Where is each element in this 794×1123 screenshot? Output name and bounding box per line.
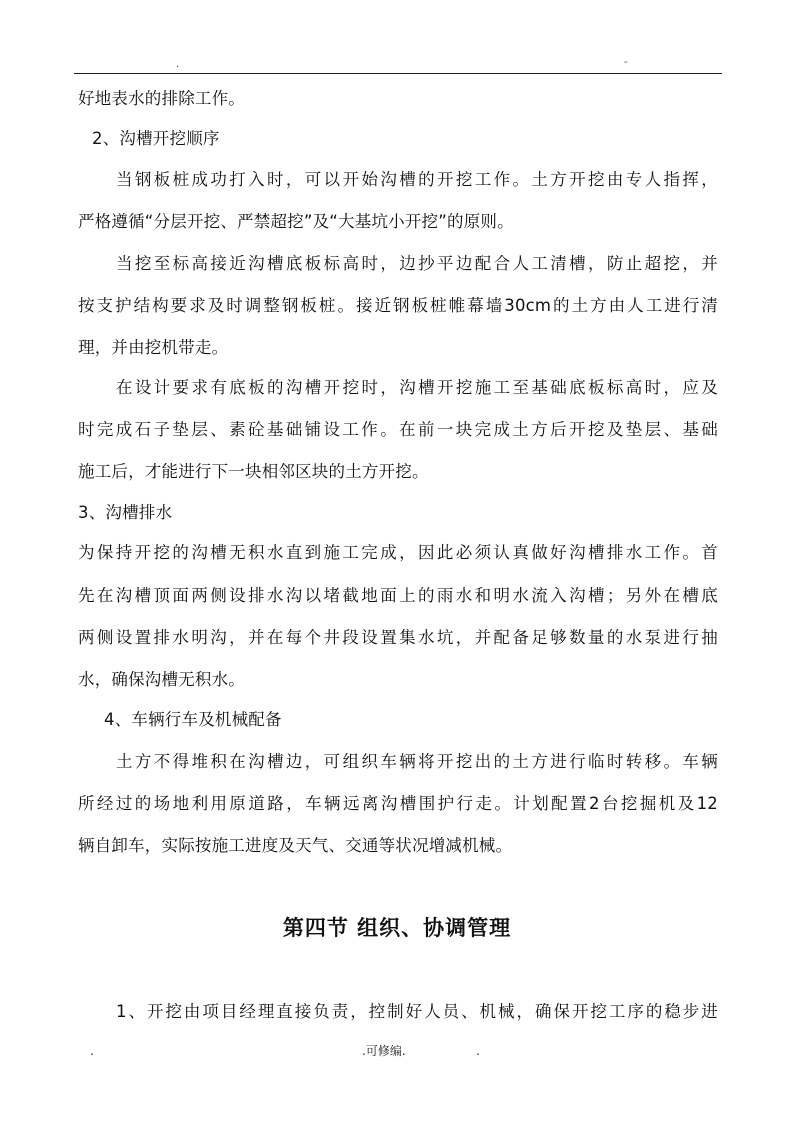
paragraph-line: 按支护结构要求及时调整钢板桩。接近钢板桩帷幕墙30cm的土方由人工进行清 <box>78 296 718 315</box>
paragraph-line: 土方不得堆积在沟槽边，可组织车辆将开挖出的土方进行临时转移。车辆 <box>116 752 718 771</box>
paragraph-line: 当挖至标高接近沟槽底板标高时，边抄平边配合人工清槽，防止超挖，并 <box>116 254 718 273</box>
footer-left-mark: . <box>90 1044 94 1058</box>
paragraph-line: 时完成石子垫层、素砼基础铺设工作。在前一块完成土方后开挖及垫层、基础 <box>78 420 718 439</box>
footer-center-text: .可修编. <box>362 1044 406 1058</box>
subheading-vehicles-machinery: 4、车辆行车及机械配备 <box>104 710 282 729</box>
paragraph-line: 为保持开挖的沟槽无积水直到施工完成，因此必须认真做好沟槽排水工作。首 <box>78 543 718 562</box>
paragraph-line: 两侧设置排水明沟，并在每个井段设置集水坑，并配备足够数量的水泵进行抽 <box>78 628 718 647</box>
subheading-trench-sequence: 2、沟槽开挖顺序 <box>92 129 220 148</box>
paragraph-line: 辆自卸车，实际按施工进度及天气、交通等状况增减机械。 <box>78 836 513 855</box>
subheading-trench-drainage: 3、沟槽排水 <box>78 503 173 522</box>
footer-right-mark: . <box>476 1044 480 1058</box>
paragraph-line: 施工后，才能进行下一块相邻区块的土方开挖。 <box>78 462 429 481</box>
header-right-mark: - <box>624 57 628 68</box>
paragraph-line: 理，并由挖机带走。 <box>78 338 229 357</box>
paragraph-line: 水，确保沟槽无积水。 <box>78 670 245 689</box>
paragraph-line: 先在沟槽顶面两侧设排水沟以堵截地面上的雨水和明水流入沟槽；另外在槽底 <box>78 586 718 605</box>
section-heading: 第四节 组织、协调管理 <box>282 915 512 940</box>
paragraph-line: 严格遵循“分层开挖、严禁超挖”及“大基坑小开挖”的原则。 <box>78 212 514 231</box>
header-rule <box>74 73 722 74</box>
header-left-mark: . <box>176 59 180 70</box>
paragraph-line: 好地表水的排除工作。 <box>78 89 245 108</box>
paragraph-line: 在设计要求有底板的沟槽开挖时，沟槽开挖施工至基础底板标高时，应及 <box>116 378 718 397</box>
paragraph-line: 所经过的场地利用原道路，车辆远离沟槽围护行走。计划配置2台挖掘机及12 <box>78 794 718 813</box>
paragraph-line: 当钢板桩成功打入时，可以开始沟槽的开挖工作。土方开挖由专人指挥， <box>116 170 718 189</box>
paragraph-line: 1、开挖由项目经理直接负责，控制好人员、机械，确保开挖工序的稳步进 <box>116 1002 718 1021</box>
